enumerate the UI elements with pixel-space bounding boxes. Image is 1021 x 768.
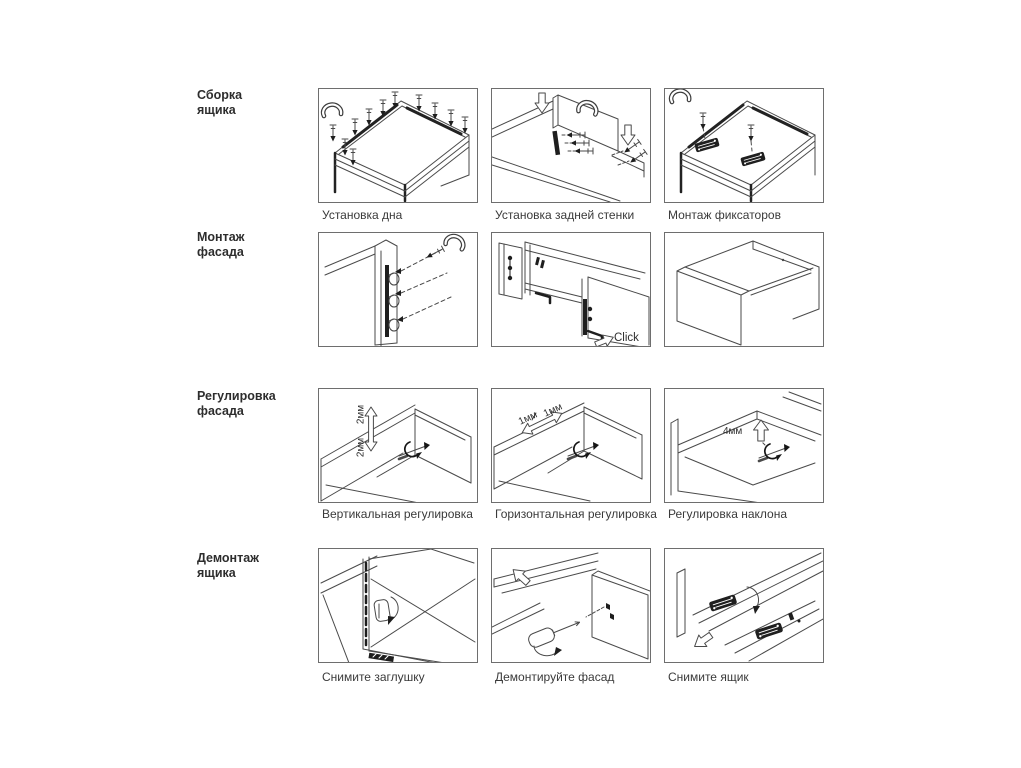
annotation-1mm-right: 1мм	[541, 401, 565, 420]
panel-back-wall-installation	[491, 88, 651, 203]
section-title-line: фасада	[197, 245, 244, 259]
remove-plug-illustration	[319, 549, 477, 662]
panel-fixator-mounting	[664, 88, 824, 203]
panel-remove-drawer	[664, 548, 824, 663]
section-title-line: Регулировка	[197, 389, 276, 403]
section-title-line: Монтаж	[197, 230, 245, 244]
remove-drawer-illustration	[665, 549, 823, 662]
vertical-adjustment-illustration	[319, 389, 477, 502]
remove-facade-illustration	[492, 549, 650, 662]
section-title-line: Сборка	[197, 88, 243, 102]
facade-click-attachment-illustration	[492, 233, 650, 346]
panel-caption: Снимите ящик	[668, 670, 749, 684]
panel-facade-click-attachment	[491, 232, 651, 347]
panel-bottom-installation	[318, 88, 478, 203]
panel-caption: Регулировка наклона	[668, 507, 788, 521]
annotation-2mm-bottom: 2мм	[355, 437, 367, 458]
annotation-click: Click	[614, 332, 639, 344]
section-title-assembly	[197, 88, 242, 118]
panel-assembled-drawer	[664, 232, 824, 347]
panel-caption: Демонтируйте фасад	[495, 670, 615, 684]
horizontal-adjustment-illustration	[492, 389, 650, 502]
back-wall-installation-illustration	[492, 89, 650, 202]
panel-vertical-adjustment	[318, 388, 478, 503]
section-title-line: Демонтаж	[197, 551, 260, 565]
bottom-installation-illustration	[319, 89, 477, 202]
section-title-line: ящика	[197, 103, 236, 117]
fixator-mounting-illustration	[665, 89, 823, 202]
panel-caption: Горизонтальная регулировка	[495, 507, 657, 521]
panel-caption: Установка задней стенки	[495, 208, 635, 222]
annotation-4mm: 4мм	[723, 426, 743, 437]
panel-horizontal-adjustment	[491, 388, 651, 503]
panel-remove-plug	[318, 548, 478, 663]
facade-rail-mounting-illustration	[319, 233, 477, 346]
section-title-facade-mounting	[197, 230, 245, 260]
assembled-drawer-illustration	[665, 233, 823, 346]
panel-caption: Монтаж фиксаторов	[668, 208, 781, 222]
panel-facade-rail-mounting	[318, 232, 478, 347]
panel-remove-facade	[491, 548, 651, 663]
panel-caption: Снимите заглушку	[322, 670, 425, 684]
annotation-1mm-left: 1мм	[516, 409, 540, 428]
section-title-disassembly	[197, 551, 259, 581]
section-title-line: фасада	[197, 404, 244, 418]
panel-caption: Установка дна	[322, 208, 403, 222]
panel-caption: Вертикальная регулировка	[322, 507, 473, 521]
panel-tilt-adjustment	[664, 388, 824, 503]
tilt-adjustment-illustration	[665, 389, 823, 502]
section-title-line: ящика	[197, 566, 236, 580]
section-title-facade-adjustment	[197, 389, 276, 419]
annotation-2mm-top: 2мм	[355, 404, 367, 425]
